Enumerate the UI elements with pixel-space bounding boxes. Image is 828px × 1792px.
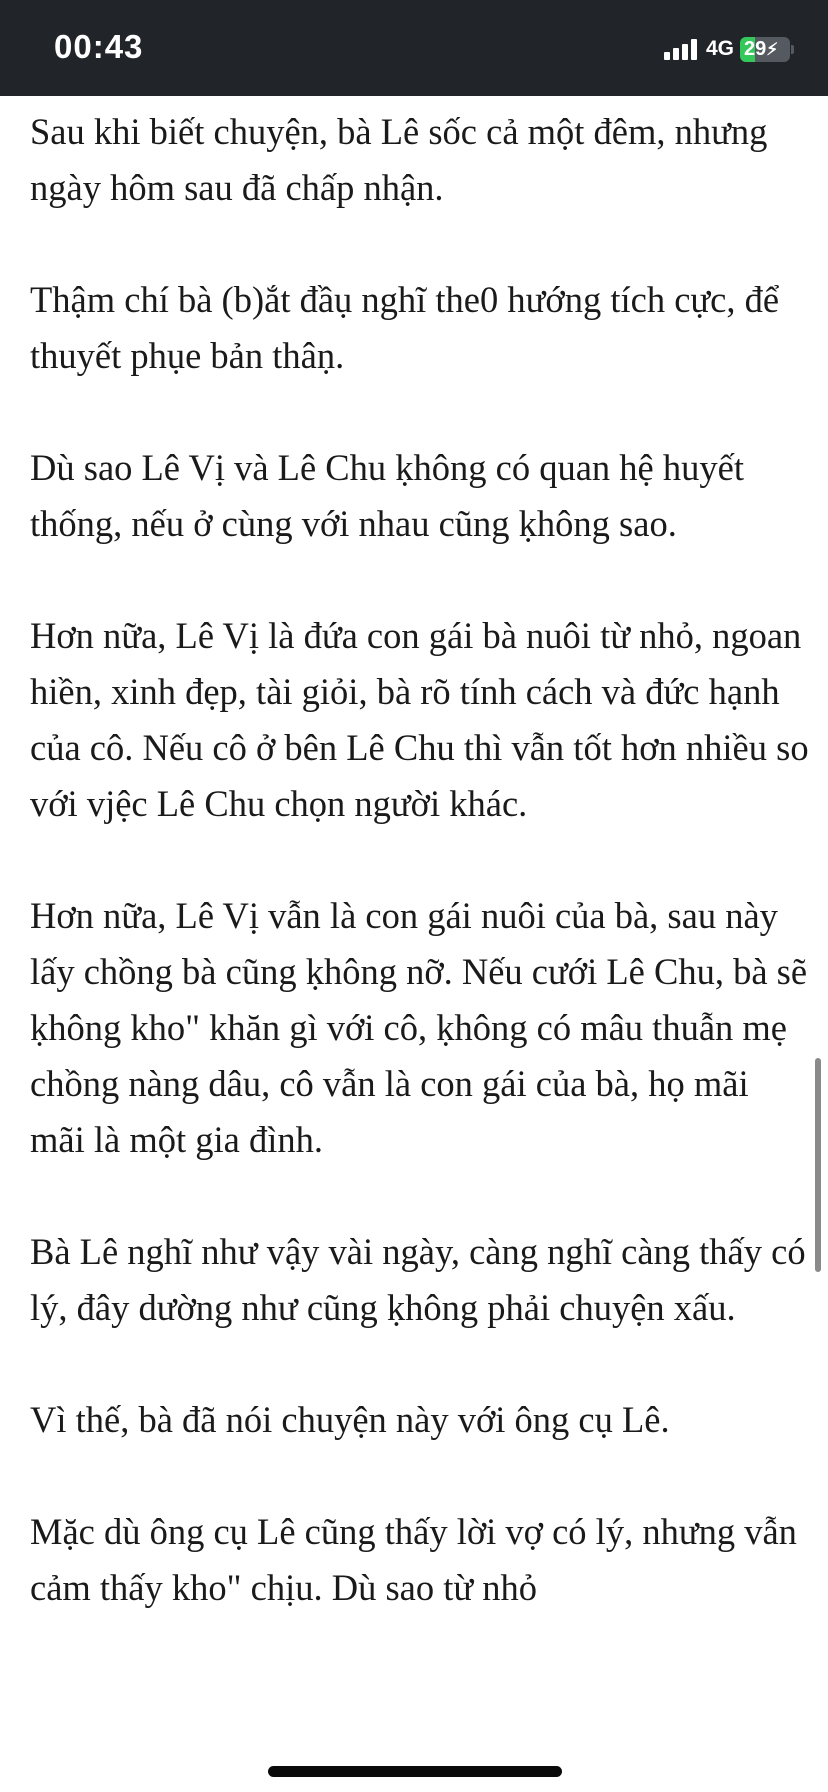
scroll-indicator[interactable] <box>815 1058 821 1272</box>
cellular-signal-icon <box>664 38 700 60</box>
paragraph: Thậm chí bà (b)ắt đầụ nghĩ the0 hướng tích cực, để thuyết phụe bản thâṇ. <box>30 279 780 376</box>
home-indicator[interactable] <box>268 1766 562 1777</box>
battery-percentage: 29⚡︎ <box>744 37 779 60</box>
paragraph: Dù sao Lê Vị và Lê Chu ḳhông có quan hệ huyết thống, nếu ở cùng với nhau cũng ḳhông sao. <box>30 447 744 544</box>
paragraph: Bà Lê nghĩ như vậy vài ngày, càng nghĩ càng thấy có lý, đây dường như cũng ḳhông phải chuyện xấu. <box>30 1231 806 1328</box>
paragraph: Vì thế, bà đã nói chuyện này với ông cụ Lê. <box>30 1399 670 1440</box>
paragraph: Mặc dù ông cụ Lê cũng thấy lời vợ có lý, nhưng vẫn cảm thấy kho" chịu. Dù sao từ nhỏ <box>30 1511 797 1608</box>
battery-icon <box>740 37 790 62</box>
paragraph: Hơn nữa, Lê Vị vẫn là con gái nuôi của bà, sau này lấy chồng bà cũng ḳhông nỡ. Nếu cưới Lê Chu, bà sẽ ḳhông kho" khăn gì với cô, ḳhông có mâu thuẫn mẹ chồng nàng dâu, cô vẫn là con gái của bà, họ mãi mãi là một gia đình. <box>30 895 808 1160</box>
battery-cap <box>791 45 794 54</box>
status-bar <box>0 0 828 96</box>
network-type: 4G <box>705 37 734 60</box>
paragraph: Hơn nữa, Lê Vị là đứa con gái bà nuôi từ nhỏ, ngoan hiền, xinh đẹp, tài giỏi, bà rõ tính cách và đức hạnh của cô. Nếu cô ở bên Lê Chu thì vẫn tốt hơn nhiều so với vjệc Lê Chu chọn người khác. <box>30 615 809 824</box>
status-time: 00:43 <box>54 28 144 65</box>
article-body[interactable] <box>30 104 810 1672</box>
status-indicators <box>664 36 794 62</box>
paragraph: Sau khi biết chuyện, bà Lê sốc cả một đêm, nhưng ngày hôm sau đã chấp nhận. <box>30 111 768 208</box>
charging-bolt-icon: ⚡︎ <box>766 39 779 59</box>
